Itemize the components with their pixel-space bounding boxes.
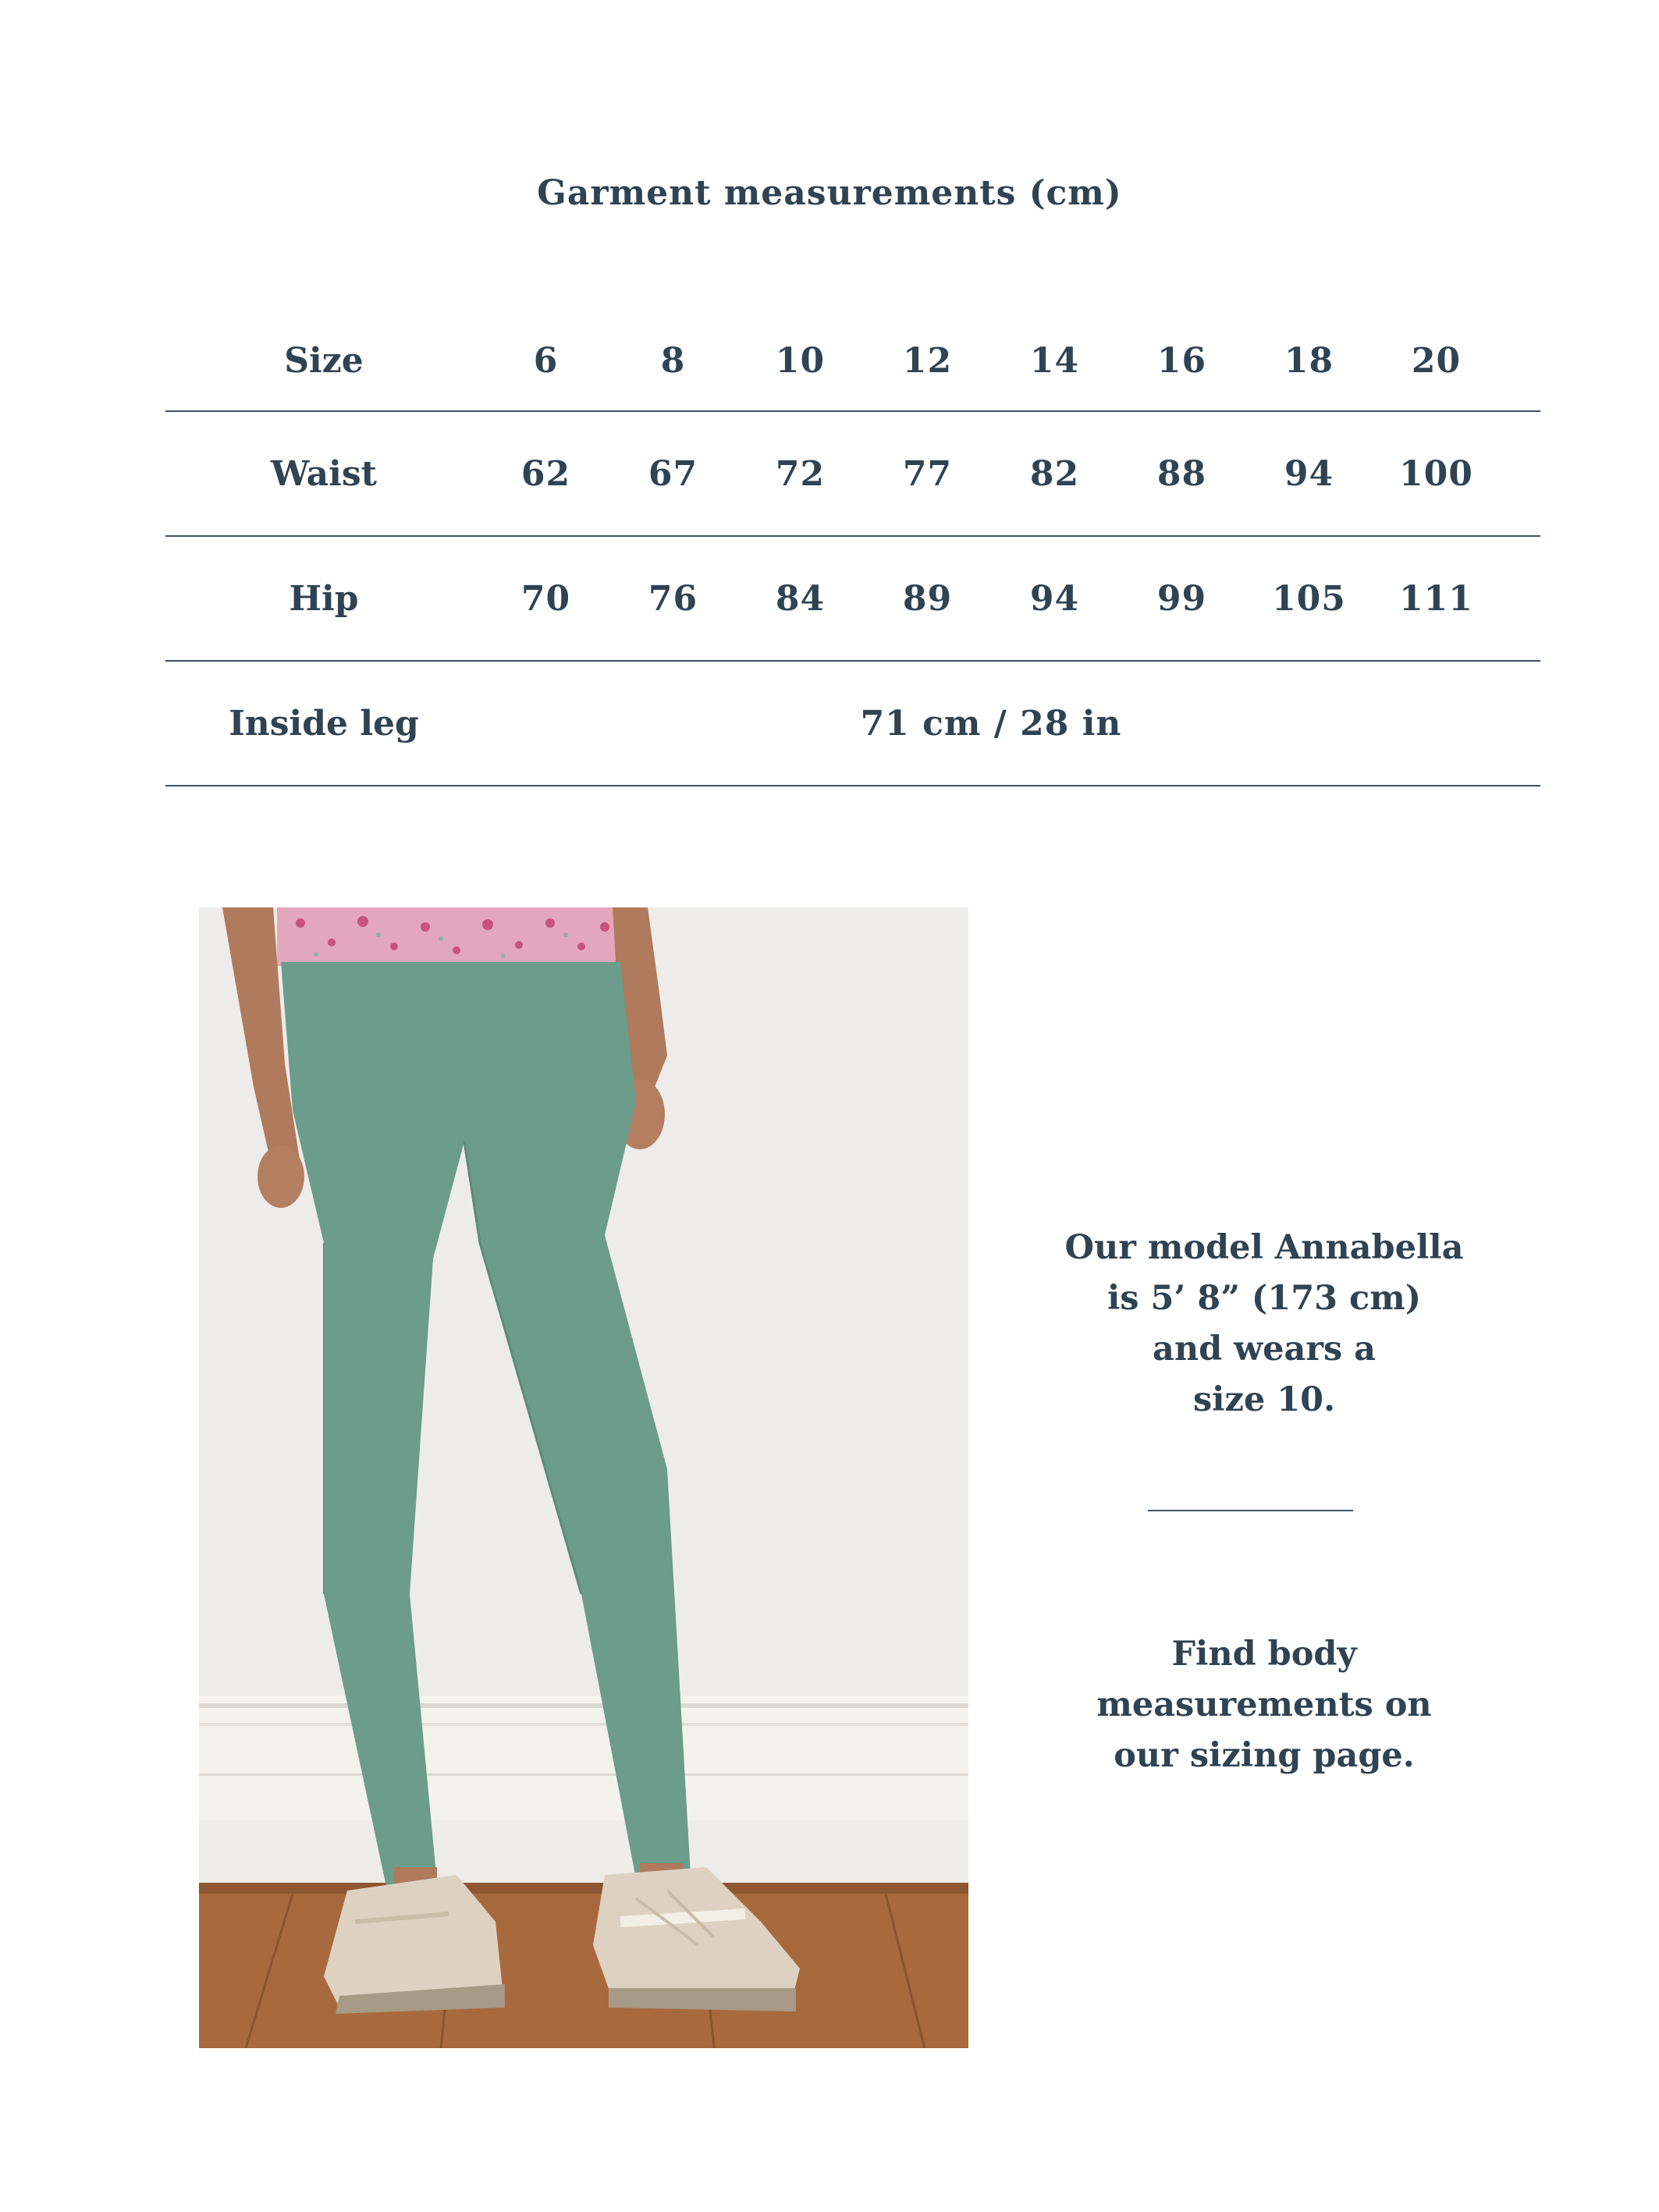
measurements-table [165, 311, 1540, 786]
size-cell: 10 [775, 340, 826, 381]
model-note-line: is 5’ 8” (173 cm) [1107, 1279, 1422, 1318]
page-title: Garment measurements (cm) [537, 173, 1122, 213]
inside-leg-row [165, 662, 1540, 786]
waist-cell: 72 [775, 453, 826, 494]
hip-cell: 99 [1156, 578, 1207, 619]
hip-cell: 84 [775, 578, 826, 619]
size-cell: 20 [1411, 340, 1462, 381]
inside-leg-label: Inside leg [229, 703, 419, 744]
waist-cell: 100 [1399, 453, 1473, 494]
hip-row [165, 537, 1540, 662]
waist-cell: 67 [648, 453, 698, 494]
model-note-line: size 10. [1192, 1380, 1336, 1419]
leggings-illustration [199, 907, 968, 2048]
hip-cell: 105 [1272, 578, 1346, 619]
waist-cell: 62 [520, 453, 571, 494]
size-cell: 8 [660, 340, 686, 381]
hip-cell: 94 [1029, 578, 1080, 619]
hip-label: Hip [289, 578, 359, 619]
waist-row [165, 412, 1540, 537]
sizing-note-line: measurements on [1096, 1685, 1432, 1724]
waist-cell: 88 [1156, 453, 1207, 494]
size-cell: 14 [1029, 340, 1080, 381]
sizing-note-line: Find body [1171, 1635, 1357, 1674]
sizing-note[interactable] [1007, 1629, 1522, 1781]
waist-cell: 77 [902, 453, 953, 494]
model-note [1007, 1223, 1522, 1426]
inside-leg-value: 71 cm / 28 in [860, 703, 1122, 744]
hip-cell: 111 [1399, 578, 1473, 619]
model-photo [199, 907, 968, 2048]
waist-cell: 82 [1029, 453, 1080, 494]
model-note-line: and wears a [1152, 1330, 1377, 1369]
size-cell: 12 [902, 340, 953, 381]
divider [1148, 1510, 1353, 1511]
size-header-row [165, 311, 1540, 412]
model-note-line: Our model Annabella [1064, 1228, 1464, 1267]
size-cell: 6 [533, 340, 559, 381]
size-cell: 16 [1156, 340, 1207, 381]
hip-cell: 76 [648, 578, 698, 619]
sizing-note-line: our sizing page. [1114, 1736, 1415, 1775]
waist-cell: 94 [1284, 453, 1334, 494]
waist-label: Waist [271, 453, 377, 494]
size-cell: 18 [1284, 340, 1334, 381]
size-header-label: Size [284, 340, 364, 381]
hip-cell: 89 [902, 578, 953, 619]
hip-cell: 70 [520, 578, 571, 619]
